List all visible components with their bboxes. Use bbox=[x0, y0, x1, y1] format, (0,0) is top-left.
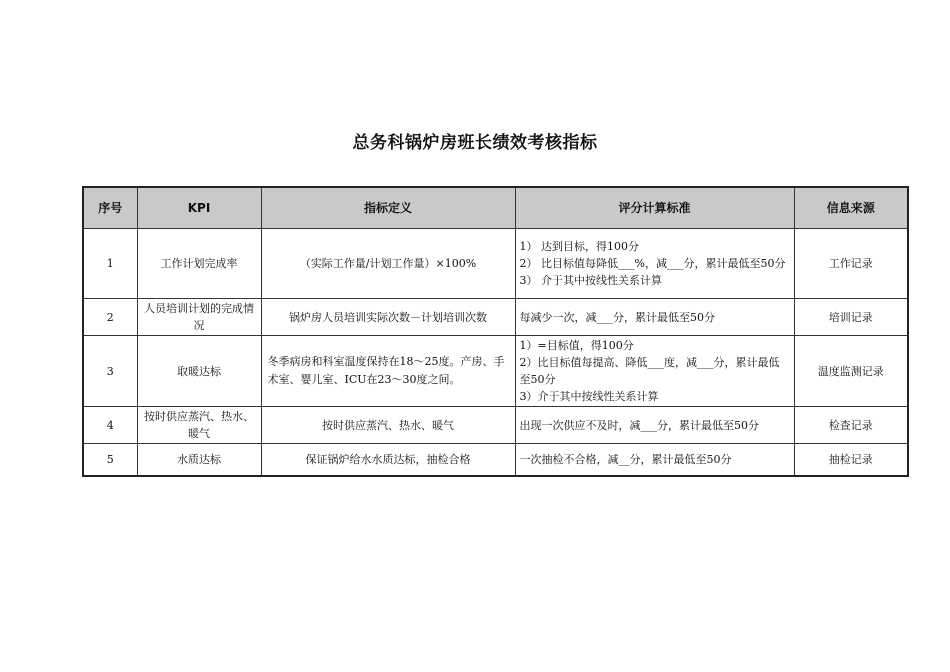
header-criteria: 评分计算标准 bbox=[515, 187, 794, 229]
table-row bbox=[83, 229, 908, 299]
row-no: 1 bbox=[83, 229, 137, 299]
header-kpi: KPI bbox=[137, 187, 261, 229]
row-source: 检查记录 bbox=[794, 407, 908, 444]
row-criteria bbox=[515, 336, 794, 407]
page-title: 总务科锅炉房班长绩效考核指标 bbox=[352, 133, 598, 153]
table-row bbox=[83, 407, 908, 444]
table-row bbox=[83, 336, 908, 407]
row-kpi: 工作计划完成率 bbox=[137, 229, 261, 299]
row-kpi: 按时供应蒸汽、热水、暖气 bbox=[137, 407, 261, 444]
header-no: 序号 bbox=[83, 187, 137, 229]
header-source: 信息来源 bbox=[794, 187, 908, 229]
row-source: 抽检记录 bbox=[794, 444, 908, 476]
row-kpi: 水质达标 bbox=[137, 444, 261, 476]
row-criteria bbox=[515, 299, 794, 336]
header-definition: 指标定义 bbox=[261, 187, 515, 229]
row-definition: 保证锅炉给水水质达标，抽检合格 bbox=[261, 444, 515, 476]
row-no: 3 bbox=[83, 336, 137, 407]
criteria-line: 每减少一次，减___分，累计最低至50分 bbox=[519, 310, 715, 324]
row-criteria bbox=[515, 407, 794, 444]
table-row bbox=[83, 444, 908, 476]
row-criteria bbox=[515, 444, 794, 476]
criteria-line: 2）比目标值每提高、降低___度，减___分，累计最低至50分 bbox=[519, 356, 780, 386]
table-header-row bbox=[83, 187, 908, 229]
row-definition: 锅炉房人员培训实际次数－计划培训次数 bbox=[261, 299, 515, 336]
kpi-table bbox=[82, 186, 909, 477]
row-no: 2 bbox=[83, 299, 137, 336]
row-no: 4 bbox=[83, 407, 137, 444]
row-definition: （实际工作量/计划工作量）×100% bbox=[261, 229, 515, 299]
row-source: 温度监测记录 bbox=[794, 336, 908, 407]
row-source: 培训记录 bbox=[794, 299, 908, 336]
row-no: 5 bbox=[83, 444, 137, 476]
row-criteria bbox=[515, 229, 794, 299]
row-definition: 冬季病房和科室温度保持在18～25度。产房、手术室、婴儿室、ICU在23～30度之间。 bbox=[261, 336, 515, 407]
criteria-line: 2） 比目标值每降低___%，减___分，累计最低至50分 bbox=[519, 257, 786, 270]
criteria-line: 1）=目标值，得100分 bbox=[519, 339, 634, 352]
row-source: 工作记录 bbox=[794, 229, 908, 299]
row-kpi: 人员培训计划的完成情况 bbox=[137, 299, 261, 336]
criteria-line: 3）介于其中按线性关系计算 bbox=[519, 390, 659, 403]
row-definition: 按时供应蒸汽、热水、暖气 bbox=[261, 407, 515, 444]
row-kpi: 取暖达标 bbox=[137, 336, 261, 407]
table-row bbox=[83, 299, 908, 336]
criteria-line: 1） 达到目标，得100分 bbox=[519, 240, 639, 253]
criteria-line: 一次抽检不合格，减__分，累计最低至50分 bbox=[519, 452, 732, 466]
criteria-line: 出现一次供应不及时，减___分，累计最低至50分 bbox=[519, 418, 759, 432]
criteria-line: 3） 介于其中按线性关系计算 bbox=[519, 274, 662, 287]
